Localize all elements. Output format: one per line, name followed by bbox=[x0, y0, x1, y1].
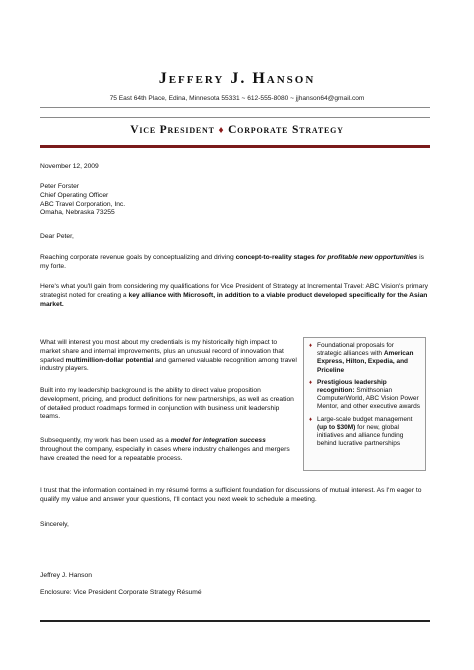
diamond-bullet-icon: ♦ bbox=[309, 343, 313, 349]
p3-bold: multimillion-dollar potential bbox=[65, 356, 154, 364]
highlight-3-end: for new, global initiatives and alliance funding behind lucrative partnerships bbox=[317, 423, 404, 448]
p5-bold-italic: model for integration success bbox=[170, 437, 266, 444]
diamond-icon: ♦ bbox=[218, 125, 225, 136]
highlight-1-text: Foundational proposals for strategic alliances with bbox=[317, 342, 394, 358]
signature-name: Jeffrey J. Hanson bbox=[40, 572, 92, 579]
target-role-title bbox=[0, 124, 474, 136]
p5-text: Subsequently, my work has been used as a bbox=[40, 437, 171, 444]
accent-bar bbox=[40, 145, 430, 148]
highlight-item bbox=[309, 379, 420, 412]
highlight-1-bold: American Express, Hilton, Expedia, and Priceline bbox=[317, 350, 414, 374]
highlight-item bbox=[309, 342, 420, 375]
recipient-title: Chief Operating Officer bbox=[40, 191, 109, 199]
contact-line: 75 East 64th Place, Edina, Minnesota 55331 ~ 612-555-8080 ~ jjhanson64@gmail.com bbox=[109, 95, 365, 102]
p5-end: throughout the company, especially in cases where industry challenges and mergers have created the need for a repeatable process. bbox=[40, 445, 290, 462]
recipient-company: ABC Travel Corporation, Inc. bbox=[40, 200, 126, 208]
header-rule-mid bbox=[40, 117, 430, 118]
highlight-item bbox=[309, 416, 420, 449]
p3-text: What will interest you most about my credentials is my historically high impact to market share and internal improvements, plus an unusual record of innovation that sparked bbox=[40, 339, 284, 364]
highlight-2-bold: Prestigious leadership recognition: bbox=[317, 378, 387, 395]
highlight-2-text: Smithsonian ComputerWorld, ABC Vision Power Mentor, and other executive awards bbox=[317, 387, 420, 411]
highlights-box bbox=[303, 337, 426, 471]
p3-end: and garnered valuable recognition among travel industry players. bbox=[40, 356, 297, 373]
recipient-city: Omaha, Nebraska 73255 bbox=[40, 209, 115, 217]
diamond-bullet-icon: ♦ bbox=[309, 416, 313, 423]
salutation: Dear Peter, bbox=[40, 233, 74, 240]
diamond-bullet-icon: ♦ bbox=[309, 379, 313, 386]
recipient-block bbox=[40, 183, 260, 218]
paragraph-leadership: Built into my leadership background is the ability to direct value proposition development, pricing, and product definitions for new partnerships, as well as creation of detailed product roadmaps formed in conjunction with business unit leadership teams. bbox=[40, 387, 294, 421]
footer-rule bbox=[40, 620, 430, 622]
p2-text: Here's what you'll gain from considering my qualifications for Vice President of Strategy at Incremental Travel: ABC Vision's primary strategist noted for creating a bbox=[40, 283, 428, 299]
closing: Sincerely, bbox=[40, 521, 69, 528]
p2-bold: key alliance with Microsoft, in addition to a viable product developed specifically for the Asian market. bbox=[40, 291, 428, 308]
applicant-name: Jeffery J. Hanson bbox=[158, 70, 316, 87]
role-left: Vice President bbox=[130, 124, 215, 136]
paragraph-gain bbox=[40, 283, 430, 309]
header-rule-top bbox=[40, 107, 430, 108]
paragraph-opening bbox=[40, 254, 426, 272]
paragraph-integration bbox=[40, 437, 298, 463]
p1-text: Reaching corporate revenue goals by conceptualizing and driving bbox=[40, 254, 236, 261]
p1-bold-italic: for profitable new opportunities bbox=[316, 254, 418, 261]
role-right: Corporate Strategy bbox=[228, 124, 344, 136]
paragraph-credentials bbox=[40, 339, 298, 374]
highlight-3-text: Large-scale budget management bbox=[317, 415, 413, 423]
highlight-3-bold: (up to $30M) bbox=[317, 423, 356, 431]
enclosure-line: Enclosure: Vice President Corporate Strategy Résumé bbox=[40, 589, 202, 596]
recipient-name: Peter Forster bbox=[40, 183, 80, 190]
p1-end: is my forte. bbox=[40, 254, 424, 270]
letter-date: November 12, 2009 bbox=[40, 163, 99, 170]
paragraph-closing: I trust that the information contained in my résumé forms a sufficient foundation for discussions of mutual interest. As I'm eager to qualify my value and answer your questions, I'll contact you next week to schedule a meeting. bbox=[40, 487, 422, 503]
p1-bold: concept-to-reality stages bbox=[235, 254, 315, 261]
